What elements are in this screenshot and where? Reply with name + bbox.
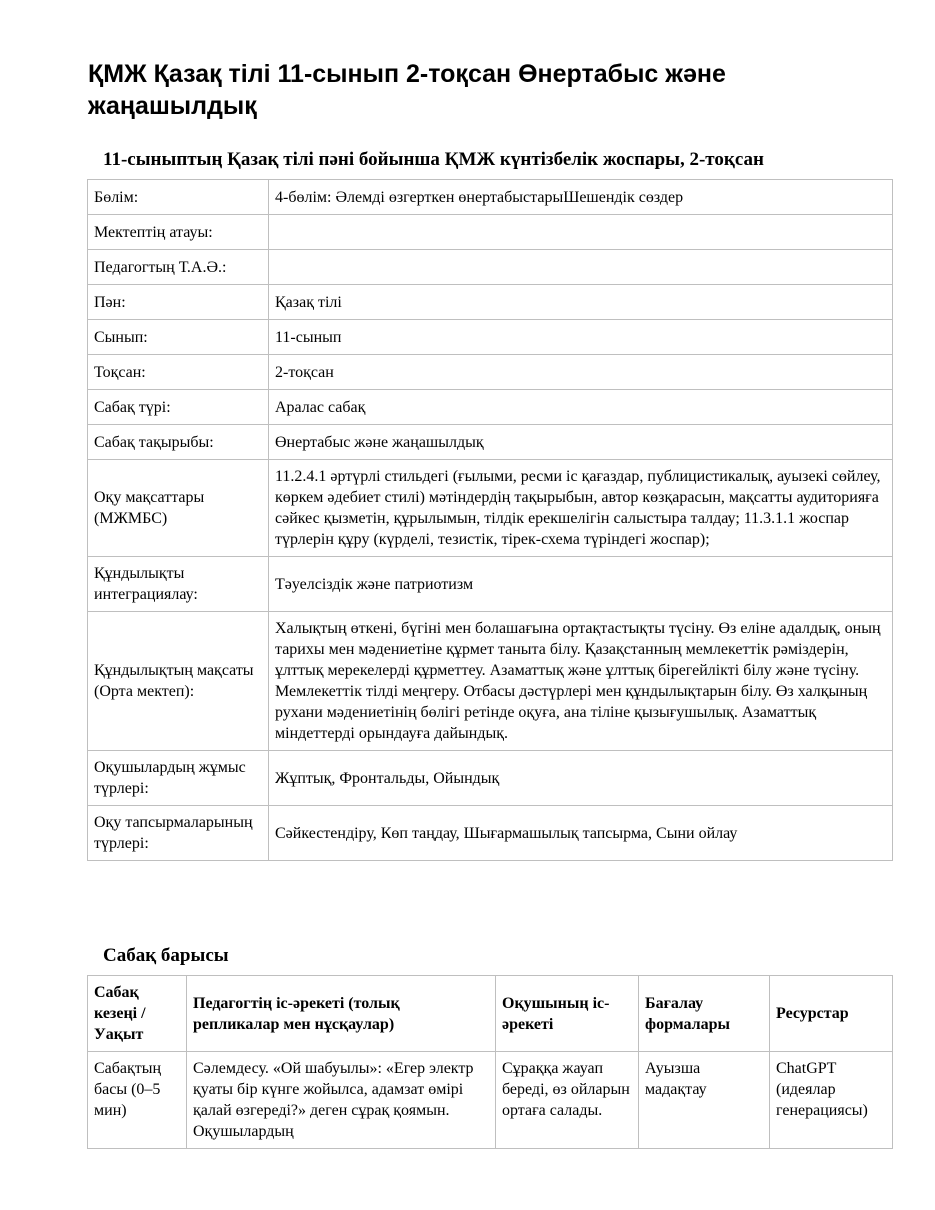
row-value: Халықтың өткені, бүгіні мен болашағына ортақтастықты түсіну. Өз еліне адалдық, оның тарихы мен мәдениетіне құрмет таныта білу. Қазақстанның мемлекеттік рәміздерін, ұлттық мерекелерді құрметтеу. Азаматтық және ұлттық бірегейлікті білу және түсіну. Мемлекеттік тілді меңгеру. Отбасы дәстүрлері мен құндылықтарын білу. Өз халқының рухани мәдениетінің бөлігі ретінде оқуға, ана тіліне қызығушылық. Азаматтық міндеттерді орындауға дайындық. [269,612,893,751]
table-row [88,390,893,425]
table-row [88,355,893,390]
row-label: Сабақ түрі: [88,390,269,425]
row-label: Сынып: [88,320,269,355]
row-label: Сабақ тақырыбы: [88,425,269,460]
row-value: Тәуелсіздік және патриотизм [269,557,893,612]
table-row [88,751,893,806]
row-label: Оқу мақсаттары (МЖМБС) [88,460,269,557]
table-row [88,1052,893,1149]
table-row [88,285,893,320]
row-value: Өнертабыс және жаңашылдық [269,425,893,460]
table-header-row [88,976,893,1052]
row-label: Оқу тапсырмаларының түрлері: [88,806,269,861]
table-row [88,425,893,460]
column-header: Ресурстар [770,976,893,1052]
column-header: Оқушының іс-әрекеті [496,976,639,1052]
table-cell: ChatGPT (идеялар генерациясы) [770,1052,893,1149]
table-cell: Сұраққа жауап береді, өз ойларын ортаға салады. [496,1052,639,1149]
table-row [88,215,893,250]
table-row [88,320,893,355]
column-header: Бағалау формалары [639,976,770,1052]
row-value: Қазақ тілі [269,285,893,320]
row-label: Бөлім: [88,180,269,215]
table-row [88,250,893,285]
plan-heading: 11-сыныптың Қазақ тілі пәні бойынша ҚМЖ күнтізбелік жоспары, 2-тоқсан [103,149,764,170]
row-value: 11-сынып [269,320,893,355]
row-value: 2-тоқсан [269,355,893,390]
table-row [88,557,893,612]
row-label: Мектептің атауы: [88,215,269,250]
column-header: Педагогтің іс-әрекеті (толық репликалар мен нұсқаулар) [187,976,496,1052]
row-label: Пән: [88,285,269,320]
table-row [88,460,893,557]
table-row [88,806,893,861]
row-value: 4-бөлім: Әлемді өзгерткен өнертабыстарыШешендік сөздер [269,180,893,215]
table-cell: Ауызша мадақтау [639,1052,770,1149]
row-value: 11.2.4.1 әртүрлі стильдегі (ғылыми, ресми іс қағаздар, публицистикалық, ауызекі сөйлеу, көркем әдебиет стилі) мәтіндердің тақырыбын, автор көзқарасын, мақсатты аудиторияға сәйкес қызметін, құрылымын, тілдік ерекшелігін салыстыра талдау; 11.3.1.1 жоспар түрлерін құру (күрделі, тезистік, тірек-схема түріндегі жоспар); [269,460,893,557]
lesson-flow-table [87,975,893,1149]
table-row [88,180,893,215]
row-label: Оқушылардың жұмыс түрлері: [88,751,269,806]
row-value [269,250,893,285]
row-value [269,215,893,250]
lesson-flow-heading: Сабақ барысы [103,945,229,966]
row-value: Сәйкестендіру, Көп таңдау, Шығармашылық тапсырма, Сыни ойлау [269,806,893,861]
table-row [88,612,893,751]
column-header: Сабақ кезеңі / Уақыт [88,976,187,1052]
page-title: ҚМЖ Қазақ тілі 11-сынып 2-тоқсан Өнертабыс және жаңашылдық [88,60,726,120]
row-label: Құндылықты интеграциялау: [88,557,269,612]
row-label: Педагогтың Т.А.Ә.: [88,250,269,285]
row-label: Құндылықтың мақсаты (Орта мектеп): [88,612,269,751]
row-label: Тоқсан: [88,355,269,390]
row-value: Жұптық, Фронтальды, Ойындық [269,751,893,806]
table-cell: Сабақтың басы (0–5 мин) [88,1052,187,1149]
lesson-info-table [87,179,893,861]
row-value: Аралас сабақ [269,390,893,425]
table-cell: Сәлемдесу. «Ой шабуылы»: «Егер электр қуаты бір күнге жойылса, адамзат өмірі қалай өзгереді?» деген сұрақ қоямын. Оқушылардың [187,1052,496,1149]
